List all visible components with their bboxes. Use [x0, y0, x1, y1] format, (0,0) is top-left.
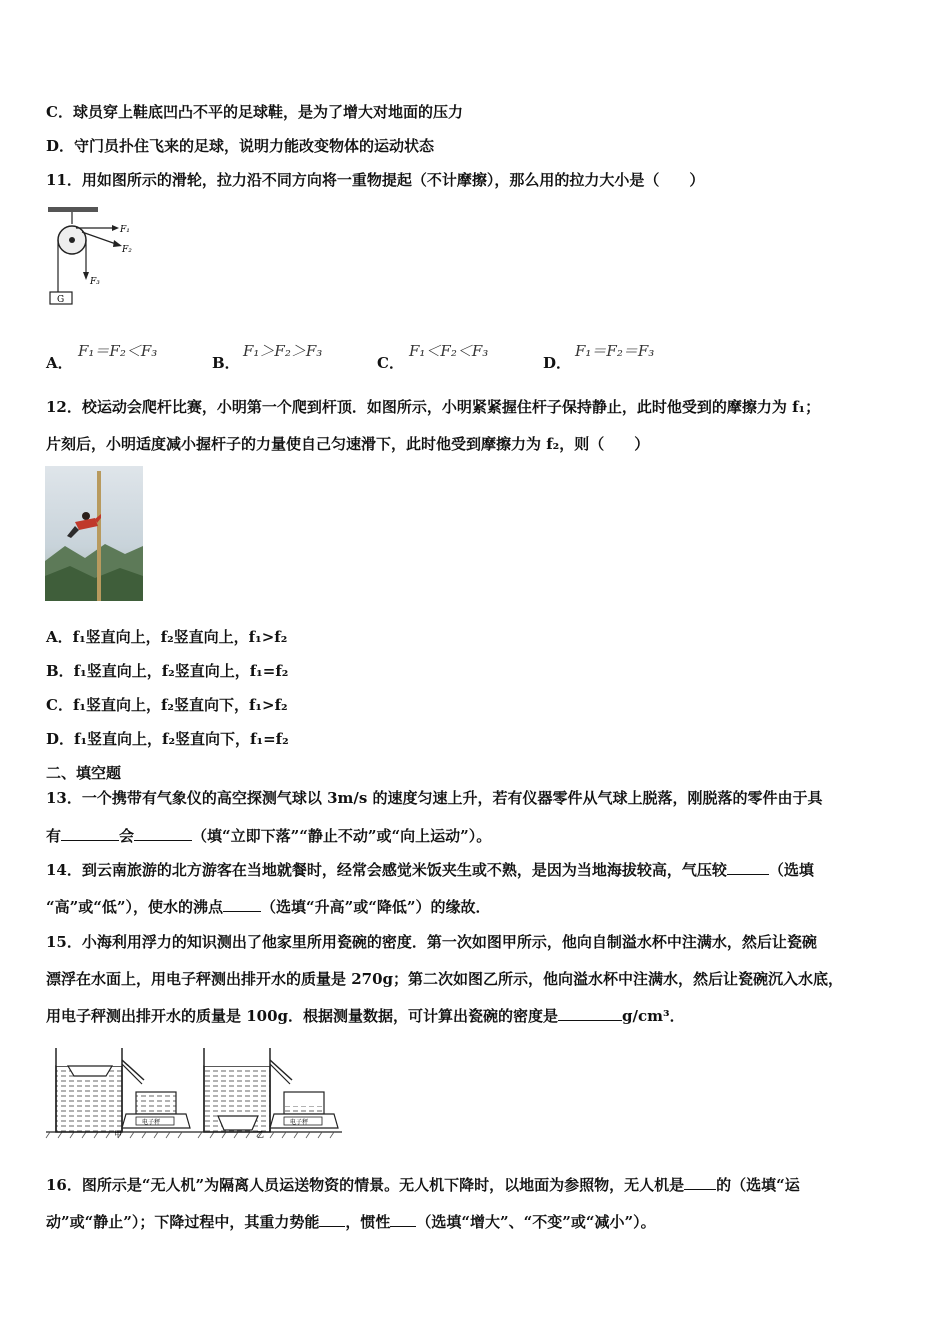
q16-text-a: 16．图所示是“无人机”为隔离人员运送物资的情景。无人机下降时，以地面为参照物，无人机是: [46, 1176, 685, 1194]
q13-text-a: 有: [46, 827, 62, 845]
fig-label-yi: 乙: [256, 1130, 264, 1139]
q14-line2: [46, 897, 491, 917]
section-title-fill-blank: 二、填空题: [46, 764, 122, 782]
q11-option-a-formula: F₁＝F₂＜F₃: [78, 342, 158, 360]
q15-text-b: g/cm³．: [622, 1007, 685, 1025]
q14-text-d: （选填“升高”或“降低”）的缘故．: [261, 898, 491, 916]
scale-label-jia: 电子秤: [142, 1119, 161, 1126]
q11-option-b-formula: F₁＞F₂＞F₃: [243, 342, 323, 360]
q11-option-a-letter: A．: [46, 354, 73, 372]
q11-option-c-letter: C．: [377, 354, 404, 372]
q15-blank-1[interactable]: [558, 1006, 622, 1021]
q12-stem-line2: 片刻后，小明适度减小握杆子的力量使自己匀速滑下，此时他受到摩擦力为 f₂，则（ ）: [46, 435, 650, 453]
q16-text-e: （选填“增大”、“不变”或“减小”）。: [416, 1213, 656, 1231]
q11-option-d-formula: F₁＝F₂＝F₃: [575, 342, 655, 360]
q15-line3: [46, 1006, 685, 1026]
q12-stem-line1: 12．校运动会爬杆比赛，小明第一个爬到杆顶．如图所示，小明紧紧握住杆子保持静止，此时他受到的摩擦力为 f₁；: [46, 398, 821, 416]
scale-label-yi: 电子秤: [290, 1119, 309, 1126]
q14-text-a: 14．到云南旅游的北方游客在当地就餐时，经常会感觉米饭夹生或不熟，是因为当地海拔较高，气压较: [46, 861, 727, 879]
q15-text-a: 用电子秤测出排开水的质量是 100g．根据测量数据，可计算出瓷碗的密度是: [46, 1007, 559, 1025]
q11-option-d-letter: D．: [543, 354, 572, 372]
q13-blank-2[interactable]: [134, 826, 192, 841]
q13-line2: [46, 826, 491, 846]
q16-text-c: 动”或“静止”）；下降过程中，其重力势能: [46, 1213, 320, 1231]
q11-option-b-letter: B．: [212, 354, 240, 372]
weight-label: G: [57, 295, 65, 305]
q12-option-c: C．f₁竖直向上，f₂竖直向下，f₁>f₂: [46, 696, 288, 714]
q13-text-b: 会: [119, 827, 135, 845]
q13-text-c: （填“立即下落”“静止不动”或“向上运动”）。: [192, 827, 492, 845]
q16-line2: [46, 1212, 656, 1232]
q14-text-c: “高”或“低”），使水的沸点: [46, 898, 224, 916]
overflow-cup-diagram: [44, 1044, 344, 1140]
q13-line1: 13．一个携带有气象仪的高空探测气球以 3m/s 的速度匀速上升，若有仪器零件从气球上脱落，刚脱落的零件由于具: [46, 789, 823, 807]
fig-label-jia: 甲: [114, 1130, 122, 1139]
q16-text-b: 的（选填“运: [716, 1176, 800, 1194]
q12-option-a: A．f₁竖直向上，f₂竖直向上，f₁>f₂: [46, 628, 288, 646]
f3-label: F₃: [90, 277, 100, 287]
q16-text-d: ，惯性: [345, 1213, 391, 1231]
q12-option-d: D．f₁竖直向上，f₂竖直向下，f₁=f₂: [46, 730, 289, 748]
f2-label: F₂: [122, 245, 132, 255]
q10-option-c: C．球员穿上鞋底凹凸不平的足球鞋，是为了增大对地面的压力: [46, 103, 463, 121]
q10-option-d: D．守门员扑住飞来的足球，说明力能改变物体的运动状态: [46, 137, 435, 155]
pulley-diagram: [44, 204, 144, 306]
q16-blank-1[interactable]: [684, 1175, 716, 1190]
q16-blank-3[interactable]: [390, 1212, 416, 1227]
q11-stem: 11．用如图所示的滑轮，拉力沿不同方向将一重物提起（不计摩擦），那么用的拉力大小是（ ）: [46, 171, 705, 189]
q11-option-c-formula: F₁＜F₂＜F₃: [409, 342, 489, 360]
q14-text-b: （选填: [768, 861, 814, 879]
pole-climbing-photo: [45, 466, 143, 601]
f1-label: F₁: [120, 225, 130, 235]
q14-blank-2[interactable]: [223, 897, 261, 912]
q13-blank-1[interactable]: [61, 826, 119, 841]
q15-line2: 漂浮在水面上，用电子秤测出排开水的质量是 270g；第二次如图乙所示，他向溢水杯中注满水，然后让瓷碗沉入水底，: [46, 970, 844, 988]
q16-blank-2[interactable]: [319, 1212, 345, 1227]
q14-blank-1[interactable]: [727, 860, 769, 875]
q15-line1: 15．小海利用浮力的知识测出了他家里所用瓷碗的密度．第一次如图甲所示，他向自制溢水杯中注满水，然后让瓷碗: [46, 933, 817, 951]
q12-option-b: B．f₁竖直向上，f₂竖直向上，f₁=f₂: [46, 662, 289, 680]
q14-line1: [46, 860, 814, 880]
q16-line1: [46, 1175, 800, 1195]
